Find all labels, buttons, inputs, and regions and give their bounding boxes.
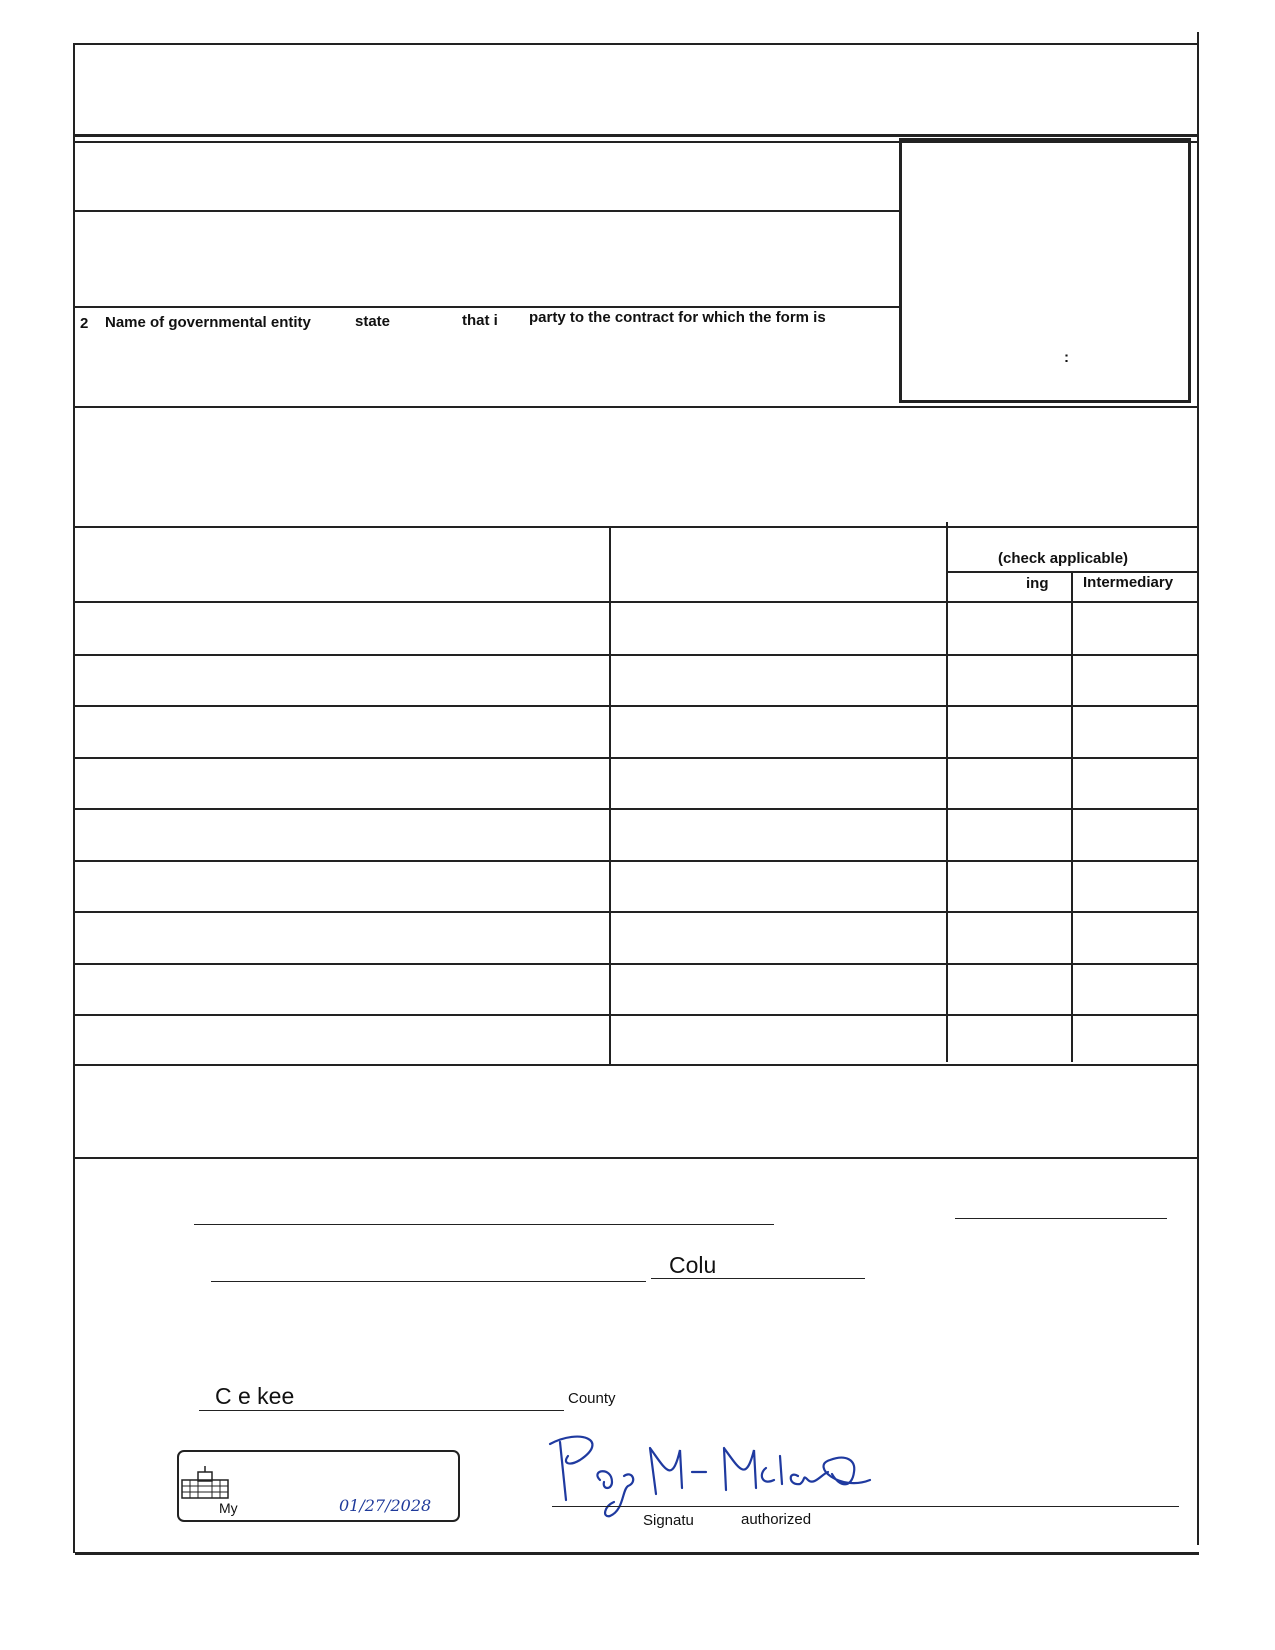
table-row-rule bbox=[73, 1014, 1199, 1016]
table-top-rule bbox=[73, 526, 1199, 528]
county-value: C e kee bbox=[215, 1383, 295, 1409]
frame-left bbox=[73, 43, 75, 1553]
county-label: County bbox=[568, 1390, 616, 1407]
section3-rule bbox=[73, 406, 1199, 408]
section2-label-part1: Name of governmental entity bbox=[105, 314, 311, 331]
table-row-rule bbox=[73, 601, 1199, 603]
controlling-column-header: ing bbox=[1026, 575, 1049, 592]
address-street-line bbox=[211, 1281, 646, 1282]
table-row-rule bbox=[73, 911, 1199, 913]
birth-date-line bbox=[955, 1218, 1167, 1219]
intermediary-column-header: Intermediary bbox=[1083, 574, 1174, 591]
header-rule-1 bbox=[73, 134, 1199, 137]
frame-bottom bbox=[75, 1552, 1199, 1555]
table-row-rule bbox=[73, 654, 1199, 656]
declarant-name-line bbox=[194, 1224, 774, 1225]
signature-label: Signatu bbox=[643, 1512, 694, 1529]
city-value: Colu bbox=[669, 1252, 717, 1278]
courthouse-icon bbox=[180, 1466, 232, 1502]
section2-label-part3: that i bbox=[462, 312, 498, 329]
table-row-rule bbox=[73, 860, 1199, 862]
table-row-rule bbox=[73, 757, 1199, 759]
section1-rule-a bbox=[73, 210, 899, 212]
my-commission-label: My bbox=[219, 1500, 238, 1516]
table-col-divider-1 bbox=[609, 528, 611, 1064]
table-row-rule bbox=[73, 705, 1199, 707]
check-header-underline bbox=[946, 571, 1198, 573]
table-col-divider-3 bbox=[1071, 572, 1073, 1062]
section2-label-part2: state bbox=[355, 313, 391, 330]
table-row-rule bbox=[73, 808, 1199, 810]
frame-top bbox=[73, 43, 1199, 45]
table-row-rule bbox=[73, 963, 1199, 965]
city-line bbox=[651, 1278, 865, 1279]
county-line bbox=[199, 1410, 564, 1411]
check-applicable-header: (check applicable) bbox=[998, 550, 1129, 567]
section2-label-part4: party to the contract for which the form is bbox=[529, 309, 826, 326]
office-use-colon: : bbox=[1064, 349, 1069, 366]
signature-line bbox=[552, 1506, 1179, 1507]
authorized-label: authorized bbox=[741, 1511, 812, 1528]
section1-rule-b bbox=[73, 306, 899, 308]
section6-rule bbox=[73, 1157, 1199, 1159]
office-use-box bbox=[899, 138, 1191, 403]
frame-right bbox=[1197, 32, 1199, 1545]
commission-expiration-date: 01/27/2028 bbox=[339, 1496, 432, 1515]
table-bottom-rule bbox=[73, 1064, 1199, 1066]
table-col-divider-2 bbox=[946, 522, 948, 1062]
section2-number: 2 bbox=[80, 315, 89, 332]
